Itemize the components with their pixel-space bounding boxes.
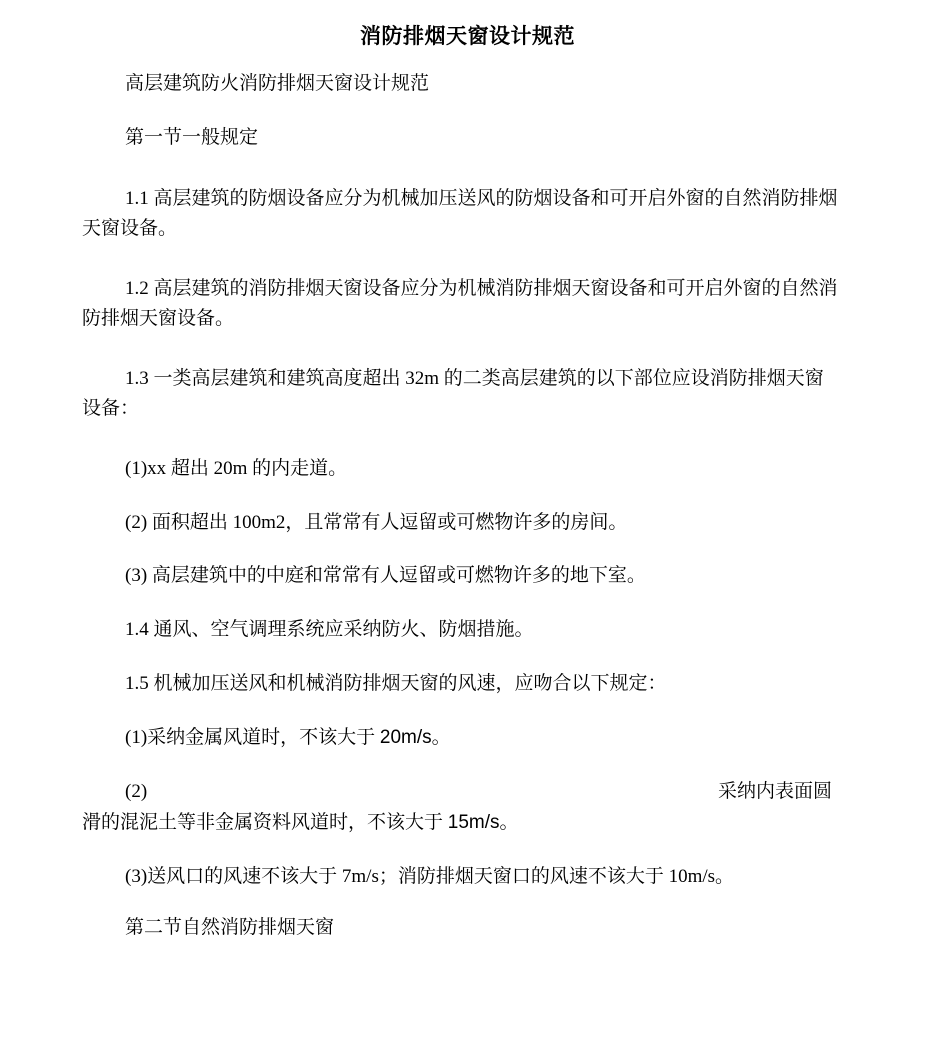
paragraph-1-4: 1.4 通风、空气调理系统应采纳防火、防烟措施。	[125, 619, 534, 640]
speed-rule-2-unit: 15m/s	[447, 812, 500, 833]
speed-rule-2-end: 。	[499, 812, 519, 833]
section-heading-natural: 第二节自然消防排烟天窗	[125, 917, 335, 938]
speed-rule-2-label: (2)	[125, 781, 148, 802]
paragraph-1-5: 1.5 机械加压送风和机械消防排烟天窗的风速，应吻合以下规定：	[125, 673, 667, 694]
speed-rule-2-line-2	[82, 808, 842, 838]
speed-rule-1-unit: 20m/s	[379, 727, 432, 748]
section-heading-general: 第一节一般规定	[125, 127, 259, 148]
speed-rule-1	[82, 723, 842, 753]
speed-rule-2-text: 滑的混泥土等非金属资料风道时，不该大于	[82, 812, 448, 833]
speed-rule-2-line-1	[82, 777, 842, 807]
list-item-3: (3) 高层建筑中的中庭和常常有人逗留或可燃物许多的地下室。	[125, 565, 646, 586]
paragraph-1-3: 1.3 一类高层建筑和建筑高度超出 32m 的二类高层建筑的以下部位应设消防排烟天窗设备：	[82, 368, 824, 419]
speed-rule-1-end: 。	[431, 727, 451, 748]
document-subtitle: 高层建筑防火消防排烟天窗设计规范	[125, 73, 430, 94]
list-item-1: (1)xx 超出 20m 的内走道。	[125, 458, 348, 479]
speed-rule-3: (3)送风口的风速不该大于 7m/s；消防排烟天窗口的风速不该大于 10m/s。	[125, 866, 735, 887]
speed-rule-1-text: (1)采纳金属风道时，不该大于	[125, 727, 380, 748]
paragraph-1-1: 1.1 高层建筑的防烟设备应分为机械加压送风的防烟设备和可开启外窗的自然消防排烟天窗设备。	[82, 188, 838, 239]
speed-rule-2-right: 采纳内表面圆	[717, 781, 832, 802]
document-title: 消防排烟天窗设计规范	[360, 24, 575, 48]
list-item-2: (2) 面积超出 100m2，且常常有人逗留或可燃物许多的房间。	[125, 512, 628, 533]
paragraph-1-2: 1.2 高层建筑的消防排烟天窗设备应分为机械消防排烟天窗设备和可开启外窗的自然消防排烟天窗设备。	[82, 278, 838, 329]
